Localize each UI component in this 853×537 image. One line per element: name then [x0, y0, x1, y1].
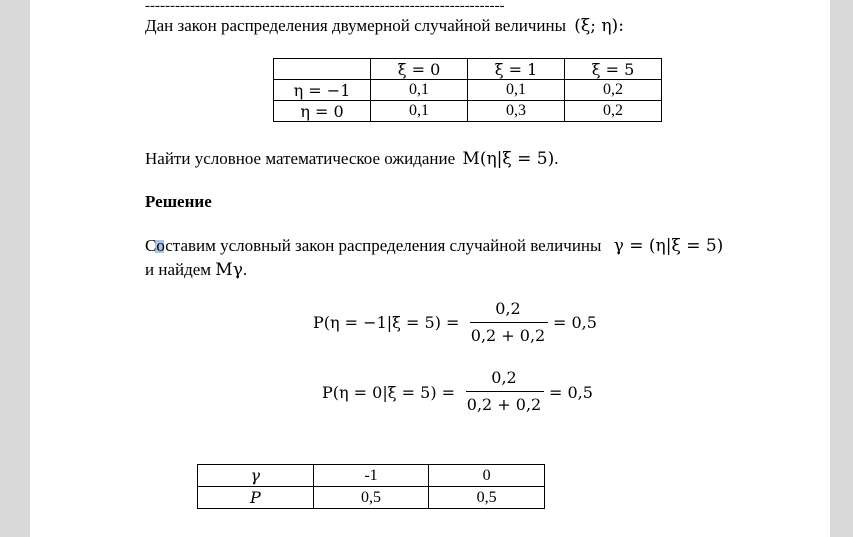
intro-variable: (ξ; η):	[574, 16, 624, 36]
separator-line: ------------------------------------------------------------------------	[145, 0, 505, 14]
formula-2-lhs: P(η = 0|ξ = 5) =	[322, 383, 456, 402]
formula-1-numerator: 0,2	[495, 299, 521, 318]
solution-text-2: и найдем	[145, 260, 212, 279]
task-text: Найти условное математическое ожидание	[145, 149, 456, 168]
table-row	[274, 59, 662, 80]
table-cell: 0,1	[371, 101, 468, 122]
solution-line-1	[145, 236, 723, 256]
document-page	[30, 0, 830, 537]
table-cell: γ	[198, 465, 314, 487]
formula-2-fraction-bar	[466, 391, 544, 392]
solution-line-2	[145, 260, 247, 280]
table-row	[274, 101, 662, 122]
table-cell	[274, 59, 371, 80]
solution-expression-1: γ = (η|ξ = 5)	[613, 236, 724, 256]
formula-1-fraction-bar	[470, 322, 548, 323]
table-cell: ξ = 1	[468, 59, 565, 80]
joint-distribution-table	[273, 58, 662, 122]
table-cell: 0,1	[371, 80, 468, 101]
table-cell: ξ = 5	[565, 59, 662, 80]
conditional-distribution-table	[197, 464, 545, 509]
table-cell: η = 0	[274, 101, 371, 122]
formula-1-denominator: 0,2 + 0,2	[470, 326, 546, 345]
table-cell: 0,2	[565, 101, 662, 122]
intro-text: Дан закон распределения двумерной случайной величины	[145, 16, 566, 35]
table-cell: -1	[313, 465, 429, 487]
solution-period: .	[242, 260, 248, 279]
formula-2-numerator: 0,2	[491, 368, 517, 387]
table-row	[198, 465, 545, 487]
formula-1-lhs: P(η = −1|ξ = 5) =	[313, 313, 460, 332]
formula-1-rhs: = 0,5	[553, 313, 597, 332]
table-cell: 0,5	[313, 487, 429, 509]
solution-heading: Решение	[145, 192, 212, 211]
table-cell: 0,1	[468, 80, 565, 101]
table-cell: 0,5	[429, 487, 545, 509]
formula-2-denominator: 0,2 + 0,2	[466, 395, 542, 414]
solution-text-1: Составим условный закон распределения случайной величины	[145, 236, 602, 255]
table-cell: P	[198, 487, 314, 509]
task-expression: M(η|ξ = 5)	[462, 149, 555, 169]
intro-paragraph	[145, 16, 624, 36]
task-paragraph	[145, 149, 559, 169]
table-cell: 0	[429, 465, 545, 487]
formula-2-rhs: = 0,5	[549, 383, 593, 402]
table-cell: 0,2	[565, 80, 662, 101]
table-cell: η = −1	[274, 80, 371, 101]
table-cell: 0,3	[468, 101, 565, 122]
table-row	[274, 80, 662, 101]
table-cell: ξ = 0	[371, 59, 468, 80]
table-row	[198, 487, 545, 509]
task-period: .	[554, 149, 559, 168]
solution-expression-2: Mγ	[215, 260, 243, 280]
